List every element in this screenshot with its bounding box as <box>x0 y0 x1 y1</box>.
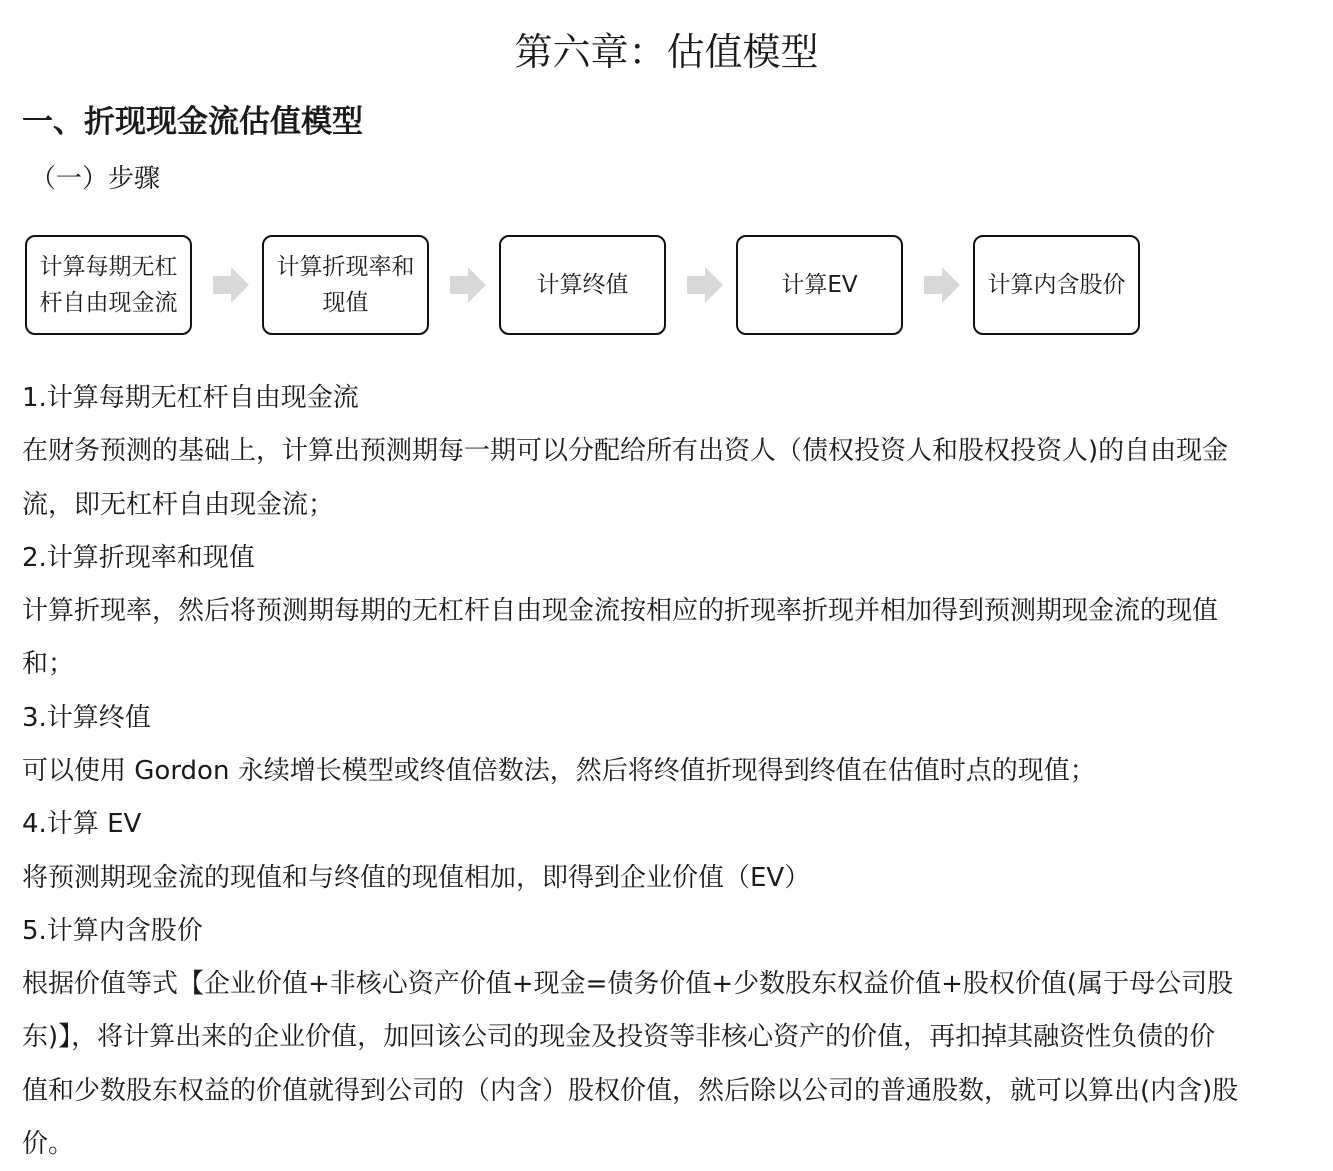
process-flow-diagram <box>25 235 1155 338</box>
flow-step-1 <box>25 235 192 335</box>
step-4-heading: 4.计算 EV <box>22 809 142 839</box>
section-heading: 一、折现现金流估值模型 <box>22 104 363 140</box>
flow-step-2-line2: 现值 <box>322 290 369 316</box>
step-4-text: 将预测期现金流的现值和与终值的现值相加，即得到企业价值（EV） <box>22 863 811 893</box>
flow-step-2 <box>262 235 429 335</box>
flow-step-1-line2: 杆自由现金流 <box>39 290 178 316</box>
page-title: 第六章：估值模型 <box>514 30 819 74</box>
flow-step-2-line1: 计算折现率和 <box>276 254 415 280</box>
arrow-right-icon <box>211 265 251 305</box>
step-5-text-cont: 值和少数股东权益的价值就得到公司的（内含）股权价值，然后除以公司的普通股数，就可以算出(内含)股 <box>22 1076 1239 1106</box>
step-1-text-cont: 流，即无杠杆自由现金流； <box>22 490 335 520</box>
flow-step-3 <box>499 235 666 335</box>
arrow-right-icon <box>448 265 488 305</box>
flow-step-5-label: 计算内含股价 <box>987 272 1126 298</box>
step-3-heading: 3.计算终值 <box>22 703 151 733</box>
step-3-text: 可以使用 Gordon 永续增长模型或终值倍数法，然后将终值折现得到终值在估值时点的现值； <box>22 756 1096 786</box>
flow-step-4 <box>736 235 903 335</box>
flow-step-1-line1: 计算每期无杠 <box>39 254 178 280</box>
step-1-text: 在财务预测的基础上，计算出预测期每一期可以分配给所有出资人（债权投资人和股权投资人)的自由现金 <box>22 436 1229 466</box>
step-2-heading: 2.计算折现率和现值 <box>22 543 255 573</box>
flow-step-5 <box>973 235 1140 335</box>
sub-heading: （一）步骤 <box>30 164 161 194</box>
step-1-heading: 1.计算每期无杠杆自由现金流 <box>22 383 359 413</box>
arrow-right-icon <box>922 265 962 305</box>
step-2-text: 计算折现率，然后将预测期每期的无杠杆自由现金流按相应的折现率折现并相加得到预测期现金流的现值 <box>22 596 1219 626</box>
flow-step-4-label: 计算EV <box>781 272 858 298</box>
step-5-heading: 5.计算内含股价 <box>22 916 203 946</box>
arrow-right-icon <box>685 265 725 305</box>
flow-step-3-label: 计算终值 <box>536 272 629 298</box>
step-5-text-cont: 东)】，将计算出来的企业价值，加回该公司的现金及投资等非核心资产的价值，再扣掉其融资性负债的价 <box>22 1022 1216 1052</box>
step-5-text: 根据价值等式【企业价值+非核心资产价值+现金=债务价值+少数股东权益价值+股权价值(属于母公司股 <box>22 969 1234 999</box>
step-2-text-cont: 和； <box>22 649 75 679</box>
step-5-text-end: 价。 <box>22 1129 75 1159</box>
